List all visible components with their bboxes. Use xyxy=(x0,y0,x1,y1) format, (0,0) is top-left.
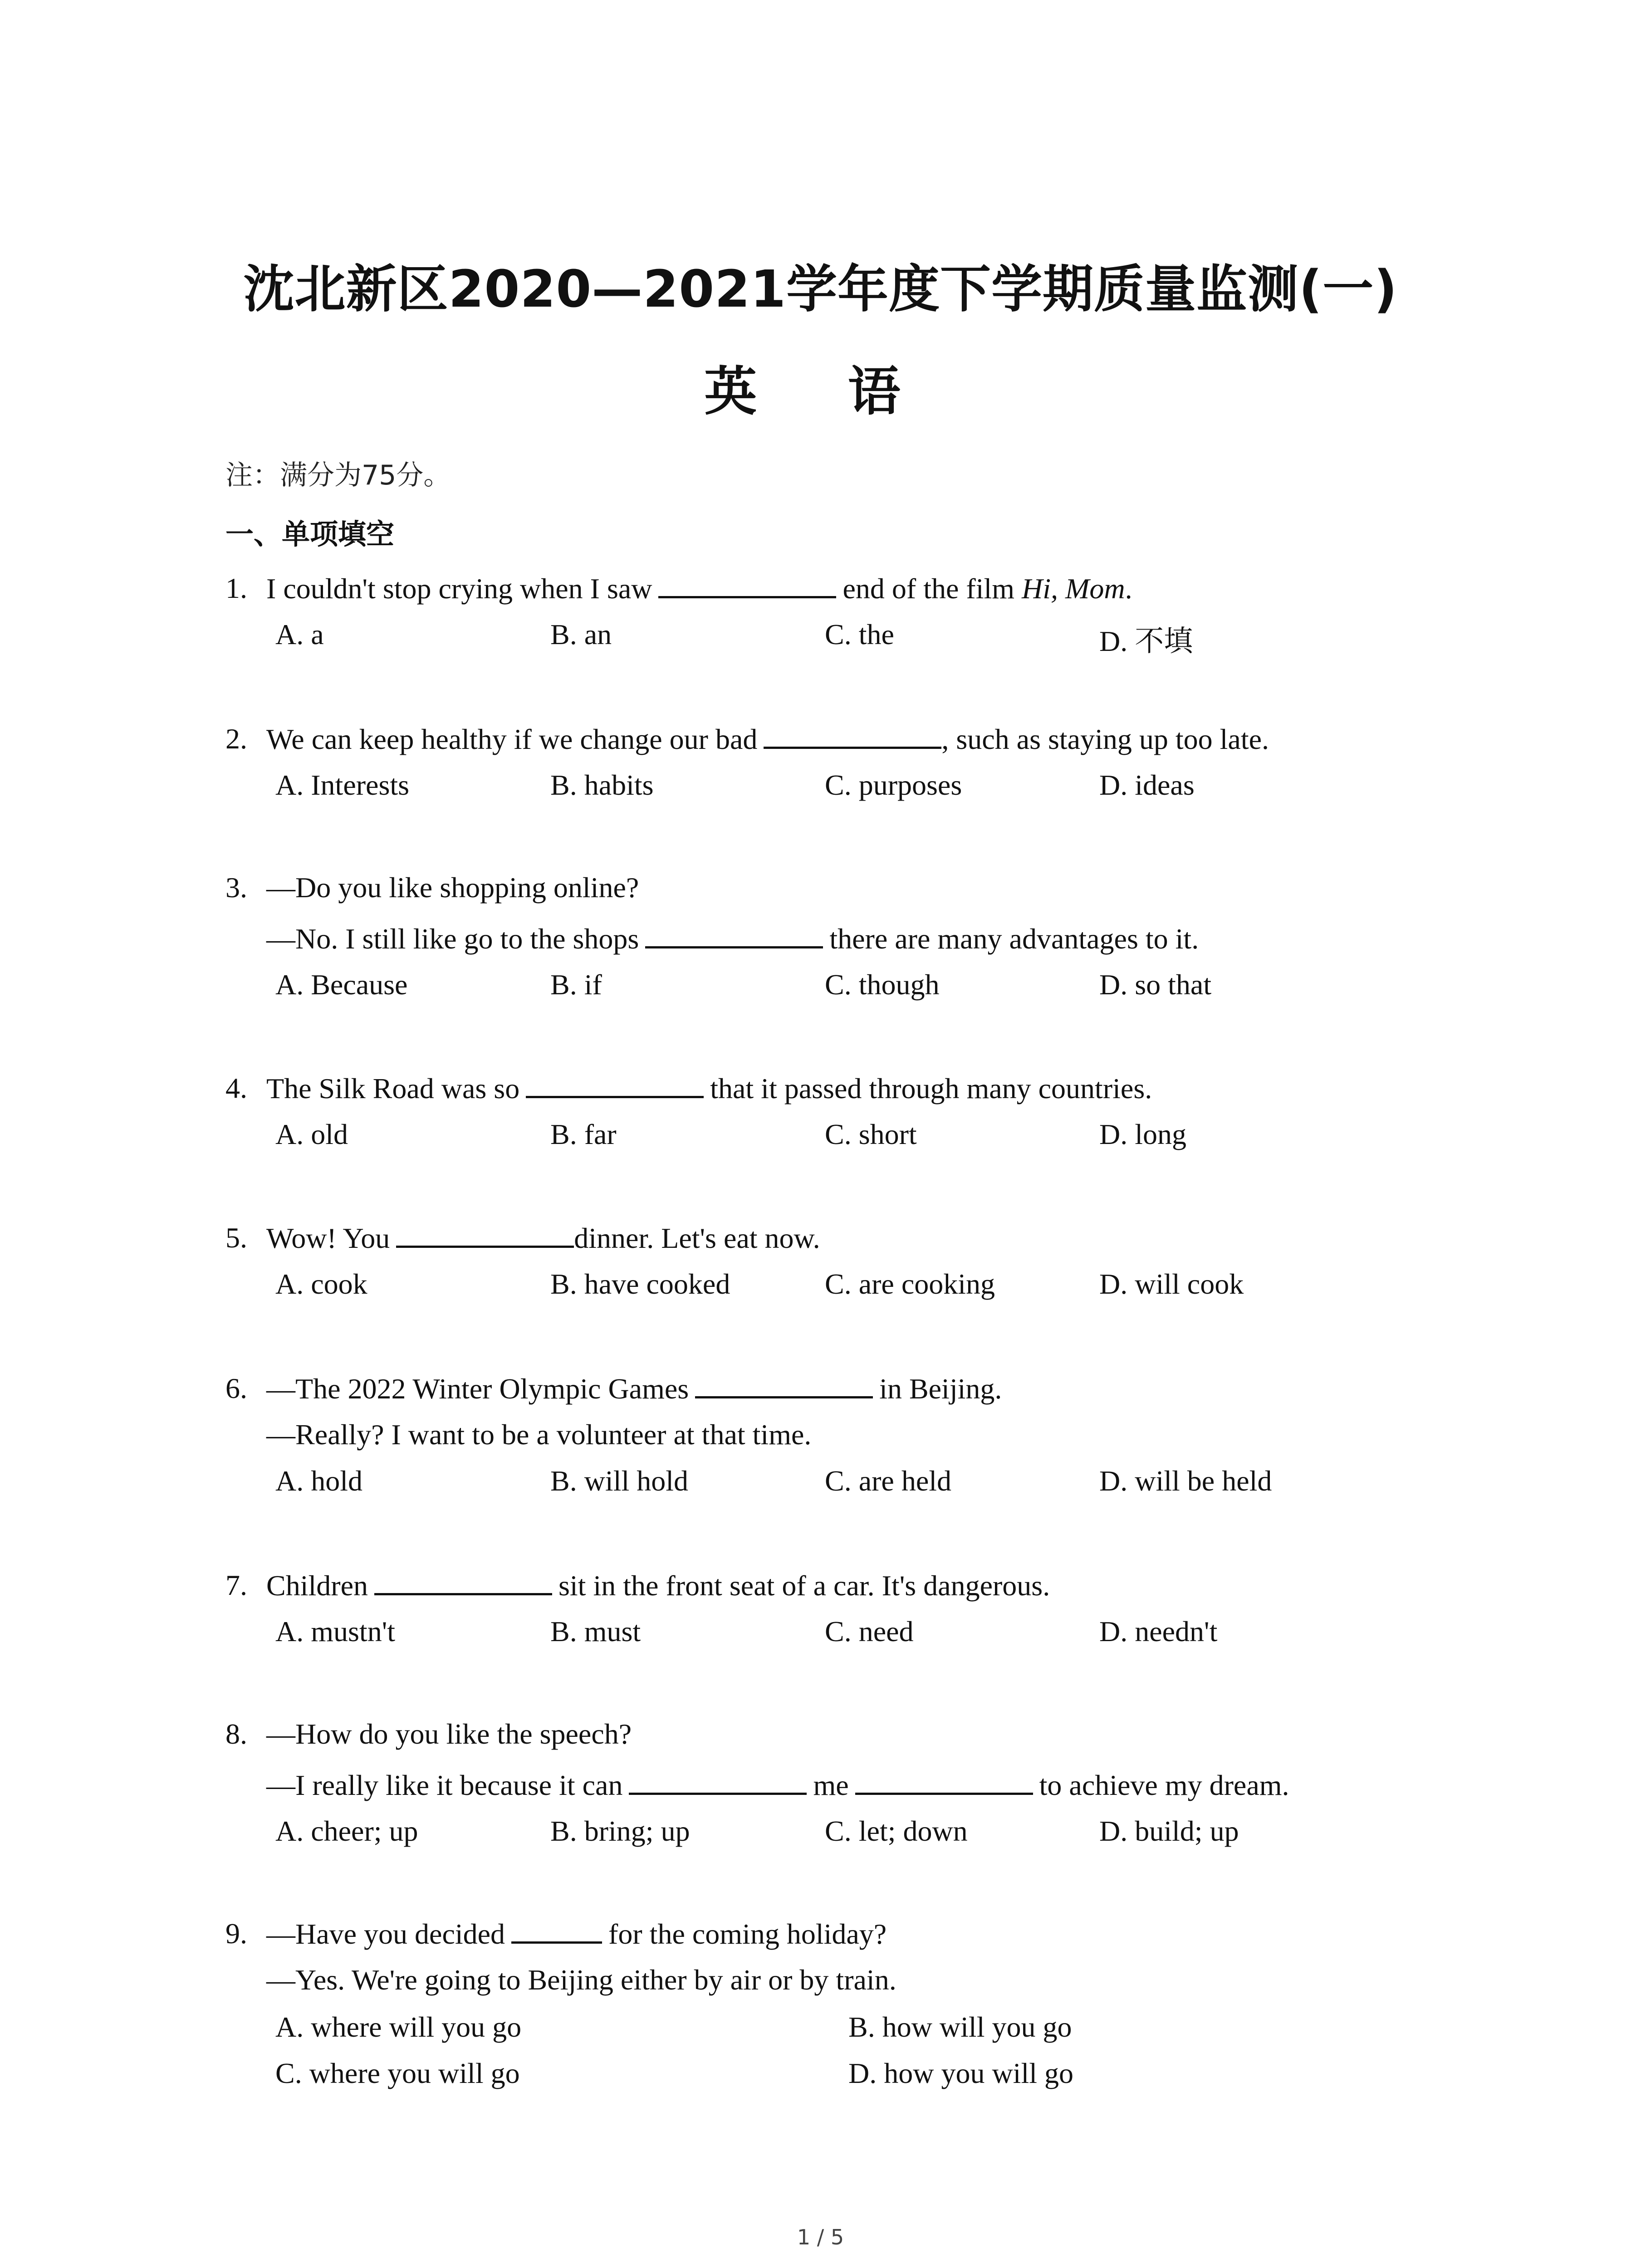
question-stem: —Yes. We're going to Beijing either by air or by train. xyxy=(266,1964,896,1996)
option-d[interactable]: D. will be held xyxy=(1099,1465,1272,1497)
option-b[interactable]: B. how will you go xyxy=(848,2011,1072,2043)
question-number: 1. xyxy=(225,572,247,604)
question-number: 3. xyxy=(225,871,247,904)
stem-text: for the coming holiday? xyxy=(608,1918,887,1950)
stem-text: me xyxy=(813,1769,849,1801)
question-stem xyxy=(266,1768,1289,1802)
stem-text: —Have you decided xyxy=(266,1918,505,1950)
option-d[interactable]: D. ideas xyxy=(1099,769,1195,801)
question-number: 8. xyxy=(225,1718,247,1750)
subject-title: 英 语 xyxy=(704,361,937,422)
stem-text: , such as staying up too late. xyxy=(941,723,1269,755)
answer-blank[interactable] xyxy=(511,1917,602,1944)
question-number: 4. xyxy=(225,1072,247,1104)
answer-blank[interactable] xyxy=(629,1768,807,1795)
question-number: 7. xyxy=(225,1569,247,1601)
stem-text: there are many advantages to it. xyxy=(829,923,1199,955)
answer-blank[interactable] xyxy=(396,1221,574,1248)
option-d[interactable]: D. build; up xyxy=(1099,1815,1239,1847)
question-stem xyxy=(266,922,1199,956)
option-a[interactable]: A. a xyxy=(275,618,324,650)
film-title: Hi, Mom xyxy=(1022,572,1125,605)
stem-text: Children xyxy=(266,1569,368,1602)
answer-blank[interactable] xyxy=(658,572,836,598)
question-stem: —Really? I want to be a volunteer at that time. xyxy=(266,1418,812,1451)
option-a[interactable]: A. hold xyxy=(275,1465,362,1497)
question-stem: —Do you like shopping online? xyxy=(266,871,639,904)
option-c[interactable]: C. purposes xyxy=(825,769,962,801)
stem-text: We can keep healthy if we change our bad xyxy=(266,723,758,755)
exam-title: 沈北新区2020—2021学年度下学期质量监测(一) xyxy=(243,260,1398,319)
option-d[interactable]: D. 不填 xyxy=(1099,625,1193,657)
option-d[interactable]: D. how you will go xyxy=(848,2057,1073,2089)
question-number: 2. xyxy=(225,723,247,755)
question-stem: —How do you like the speech? xyxy=(266,1718,632,1750)
stem-text: that it passed through many countries. xyxy=(710,1072,1152,1105)
option-b[interactable]: B. must xyxy=(550,1615,641,1647)
option-b[interactable]: B. will hold xyxy=(550,1465,689,1497)
stem-text: The Silk Road was so xyxy=(266,1072,520,1105)
stem-text: —I really like it because it can xyxy=(266,1769,623,1801)
question-stem xyxy=(266,1569,1050,1603)
answer-blank[interactable] xyxy=(374,1569,552,1595)
section-heading: 一、单项填空 xyxy=(225,518,395,551)
answer-blank[interactable] xyxy=(645,922,823,948)
question-stem xyxy=(266,722,1269,756)
answer-blank[interactable] xyxy=(764,722,941,749)
option-d[interactable]: D. will cook xyxy=(1099,1268,1244,1300)
question-stem xyxy=(266,1221,820,1255)
question-stem xyxy=(266,1917,887,1951)
question-number: 6. xyxy=(225,1372,247,1404)
option-b[interactable]: B. habits xyxy=(550,769,654,801)
question-stem xyxy=(266,1372,1002,1406)
stem-text: end of the film xyxy=(843,572,1022,605)
option-b[interactable]: B. have cooked xyxy=(550,1268,730,1300)
option-c[interactable]: C. are cooking xyxy=(825,1268,995,1300)
option-c[interactable]: C. though xyxy=(825,968,940,1001)
option-a[interactable]: A. mustn't xyxy=(275,1615,395,1647)
option-a[interactable]: A. Interests xyxy=(275,769,410,801)
option-c[interactable]: C. where you will go xyxy=(275,2057,520,2089)
stem-text: in Beijing. xyxy=(879,1373,1002,1405)
stem-text: I couldn't stop crying when I saw xyxy=(266,572,652,605)
option-a[interactable]: A. cheer; up xyxy=(275,1815,418,1847)
option-b[interactable]: B. bring; up xyxy=(550,1815,690,1847)
option-b[interactable]: B. far xyxy=(550,1118,617,1150)
option-d[interactable]: D. long xyxy=(1099,1118,1186,1150)
stem-text: —The 2022 Winter Olympic Games xyxy=(266,1373,689,1405)
stem-text: to achieve my dream. xyxy=(1039,1769,1289,1801)
option-c[interactable]: C. need xyxy=(825,1615,914,1647)
stem-text: Wow! You xyxy=(266,1222,390,1254)
answer-blank[interactable] xyxy=(695,1372,873,1398)
option-a[interactable]: A. cook xyxy=(275,1268,367,1300)
option-c[interactable]: C. the xyxy=(825,618,894,650)
option-c[interactable]: C. short xyxy=(825,1118,917,1150)
stem-text: —No. I still like go to the shops xyxy=(266,923,639,955)
option-b[interactable]: B. an xyxy=(550,618,612,650)
answer-blank[interactable] xyxy=(855,1768,1033,1795)
option-a[interactable]: A. old xyxy=(275,1118,348,1150)
option-c[interactable]: C. let; down xyxy=(825,1815,968,1847)
question-number: 9. xyxy=(225,1917,247,1950)
option-d[interactable]: D. needn't xyxy=(1099,1615,1218,1647)
option-a[interactable]: A. where will you go xyxy=(275,2011,522,2043)
answer-blank[interactable] xyxy=(526,1071,704,1098)
option-b[interactable]: B. if xyxy=(550,968,602,1001)
option-c[interactable]: C. are held xyxy=(825,1465,951,1497)
stem-text: . xyxy=(1125,572,1132,605)
page-number: 1 / 5 xyxy=(797,2225,844,2249)
question-number: 5. xyxy=(225,1222,247,1254)
question-stem xyxy=(266,1071,1152,1105)
score-note: 注：满分为75分。 xyxy=(225,459,451,491)
stem-text: dinner. Let's eat now. xyxy=(574,1222,820,1254)
stem-text: sit in the front seat of a car. It's dangerous. xyxy=(558,1569,1050,1602)
question-stem xyxy=(266,572,1132,606)
option-d[interactable]: D. so that xyxy=(1099,968,1212,1001)
option-a[interactable]: A. Because xyxy=(275,968,408,1001)
